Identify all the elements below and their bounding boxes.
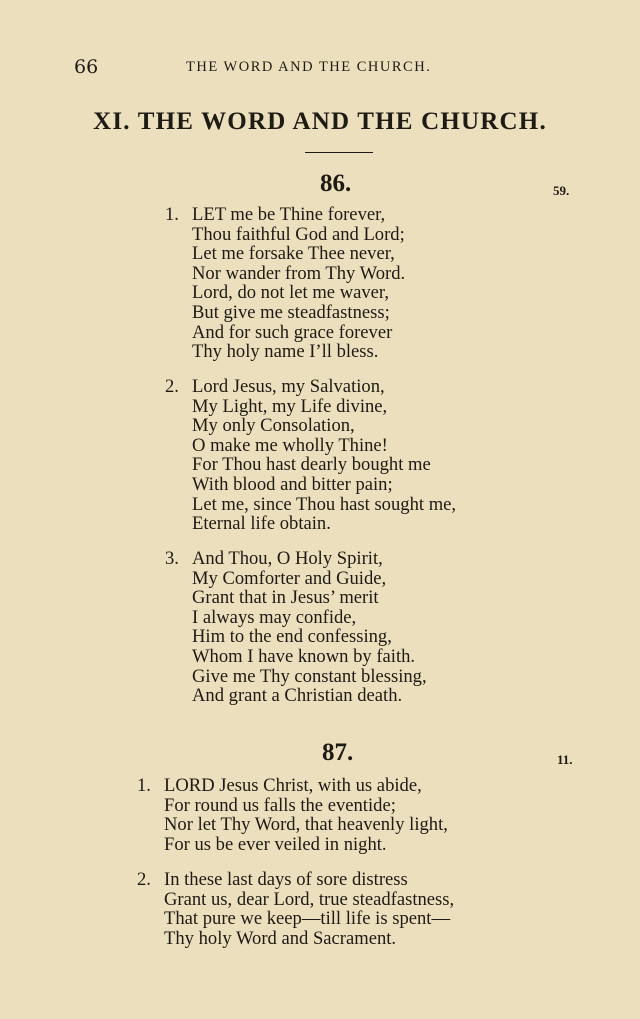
verse-line: Let me, since Thou hast sought me,	[192, 493, 457, 515]
verse-line: Whom I have known by faith.	[192, 645, 416, 667]
running-title: THE WORD AND THE CHURCH.	[186, 59, 432, 75]
stanza-number: 2.	[137, 869, 151, 890]
verse-line: Him to the end confessing,	[192, 626, 392, 648]
verse-line: My only Consolation,	[192, 415, 355, 437]
verse-line: But give me steadfastness;	[192, 301, 390, 323]
verse-line: Nor let Thy Word, that heavenly light,	[164, 814, 448, 836]
verse-line: Let me forsake Thee never,	[192, 243, 395, 265]
stanza-number: 1.	[165, 204, 179, 225]
verse-line: Thy holy Word and Sacrament.	[164, 927, 397, 949]
hymn-number-86: 86.	[320, 170, 352, 197]
verse-line: Grant us, dear Lord, true steadfastness,	[164, 888, 455, 910]
stanza-86-2	[165, 376, 457, 535]
verse-line: 2. In these last days of sore distress	[137, 869, 408, 890]
verse-line: For us be ever veiled in night.	[164, 833, 387, 855]
verse-line: 3. And Thou, O Holy Spirit,	[165, 548, 383, 569]
section-title: XI. THE WORD AND THE CHURCH.	[93, 108, 547, 135]
verse-line: That pure we keep—till life is spent—	[164, 908, 451, 930]
verse-line: My Comforter and Guide,	[192, 567, 387, 589]
verse-line: Grant that in Jesus’ merit	[192, 587, 379, 609]
stanza-87-1	[137, 775, 448, 855]
stanza-number: 2.	[165, 376, 179, 397]
verse-line: 1. LET me be Thine forever,	[165, 204, 386, 225]
verse-line: My Light, my Life divine,	[192, 395, 388, 417]
verse-line: Lord, do not let me waver,	[192, 282, 390, 304]
tune-reference: 11.	[557, 752, 573, 767]
verse-line: I always may confide,	[192, 606, 357, 628]
stanza-86-1	[165, 204, 406, 363]
hymn-number-87: 87.	[322, 739, 354, 766]
stanza-86-3	[165, 548, 427, 707]
verse-line: O make me wholly Thine!	[192, 434, 388, 456]
verse-line: Give me Thy constant blessing,	[192, 665, 427, 687]
verse-line: With blood and bitter pain;	[192, 473, 393, 495]
verse-line: Nor wander from Thy Word.	[192, 262, 406, 284]
verse-line: For Thou hast dearly bought me	[192, 454, 431, 476]
verse-line: Eternal life obtain.	[192, 513, 331, 535]
verse-line: And grant a Christian death.	[192, 685, 403, 707]
stanza-number: 1.	[137, 775, 151, 796]
stanza-number: 3.	[165, 548, 179, 569]
verse-line: 2. Lord Jesus, my Salvation,	[165, 376, 385, 397]
running-head	[0, 56, 640, 78]
verse-line: For round us falls the eventide;	[164, 794, 396, 816]
verse-line: Thou faithful God and Lord;	[192, 223, 405, 245]
verse-line: And for such grace forever	[192, 321, 393, 343]
verse-line: Thy holy name I’ll bless.	[192, 341, 379, 363]
stanza-87-2	[137, 869, 455, 949]
title-rule	[305, 152, 373, 153]
verse-line: 1. LORD Jesus Christ, with us abide,	[137, 775, 422, 796]
tune-reference: 59.	[553, 183, 570, 198]
page-number: 66	[74, 56, 99, 78]
